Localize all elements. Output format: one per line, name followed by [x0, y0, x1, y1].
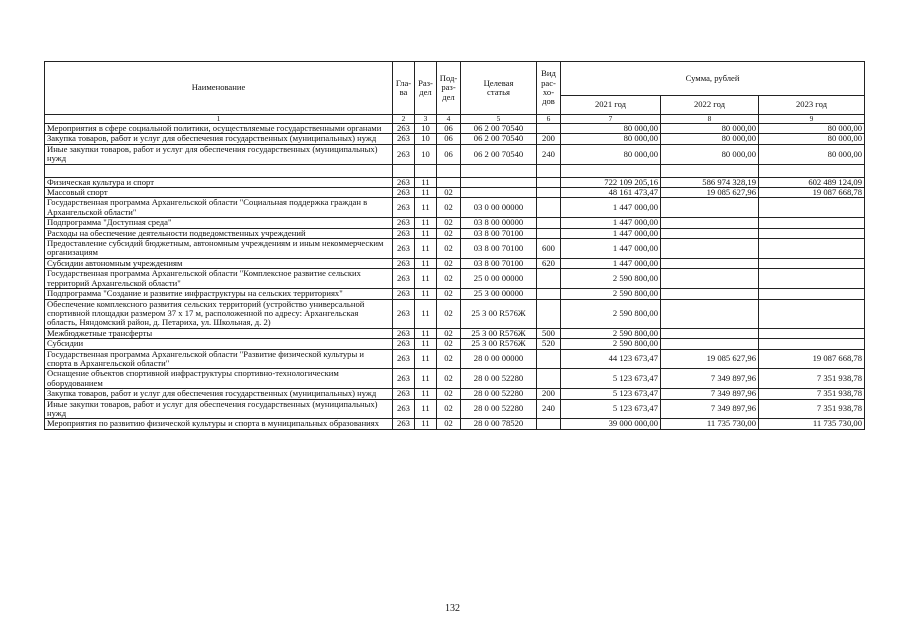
row-target-article: 28 0 00 52280 — [461, 389, 537, 399]
row-glava: 263 — [393, 269, 415, 289]
row-target-article: 03 0 00 00000 — [461, 198, 537, 218]
page-number: 132 — [445, 603, 460, 614]
row-name: Закупка товаров, работ и услуг для обеспечения государственных (муниципальных) нужд — [45, 389, 393, 399]
row-podrazdel: 06 — [437, 144, 461, 164]
row-razdel: 10 — [415, 144, 437, 164]
row-name — [45, 164, 393, 177]
row-podrazdel: 02 — [437, 299, 461, 328]
row-sum-2021: 722 109 205,16 — [561, 177, 661, 187]
row-sum-2022: 7 349 897,96 — [661, 399, 759, 419]
row-sum-2021: 80 000,00 — [561, 144, 661, 164]
column-number: 2 — [393, 115, 415, 124]
row-sum-2021: 80 000,00 — [561, 134, 661, 144]
table-row — [45, 188, 865, 198]
row-podrazdel: 02 — [437, 369, 461, 389]
row-name: Расходы на обеспечение деятельности подведомственных учреждений — [45, 228, 393, 238]
row-name: Оснащение объектов спортивной инфраструктуры спортивно-технологическим оборудованием — [45, 369, 393, 389]
row-expense-type — [537, 369, 561, 389]
row-razdel: 11 — [415, 228, 437, 238]
row-glava: 263 — [393, 177, 415, 187]
row-sum-2022 — [661, 239, 759, 259]
row-sum-2022 — [661, 269, 759, 289]
row-target-article: 03 8 00 70100 — [461, 239, 537, 259]
row-expense-type: 240 — [537, 144, 561, 164]
row-sum-2023 — [759, 239, 865, 259]
table-row — [45, 239, 865, 259]
row-sum-2021: 2 590 800,00 — [561, 269, 661, 289]
row-name: Предоставление субсидий бюджетным, автономным учреждениям и иным некоммерческим организациям — [45, 239, 393, 259]
row-target-article: 06 2 00 70540 — [461, 144, 537, 164]
row-glava: 263 — [393, 144, 415, 164]
row-glava: 263 — [393, 258, 415, 268]
row-sum-2021: 2 590 800,00 — [561, 299, 661, 328]
row-sum-2021: 1 447 000,00 — [561, 198, 661, 218]
row-target-article — [461, 177, 537, 187]
table-body — [45, 124, 865, 430]
row-glava: 263 — [393, 239, 415, 259]
table-row — [45, 134, 865, 144]
row-glava: 263 — [393, 124, 415, 134]
table-row — [45, 258, 865, 268]
row-target-article: 28 0 00 52280 — [461, 369, 537, 389]
row-sum-2023 — [759, 228, 865, 238]
row-expense-type — [537, 228, 561, 238]
row-razdel: 11 — [415, 369, 437, 389]
row-expense-type — [537, 177, 561, 187]
table-row — [45, 228, 865, 238]
row-sum-2023 — [759, 258, 865, 268]
row-podrazdel: 02 — [437, 258, 461, 268]
row-razdel: 10 — [415, 134, 437, 144]
row-target-article: 25 3 00 R576Ж — [461, 299, 537, 328]
row-name: Иные закупки товаров, работ и услуг для обеспечения государственных (муниципальных) нужд — [45, 144, 393, 164]
table-row — [45, 419, 865, 429]
row-razdel: 11 — [415, 339, 437, 349]
row-razdel: 11 — [415, 289, 437, 299]
row-glava: 263 — [393, 369, 415, 389]
row-name: Мероприятия по развитию физической культуры и спорта в муниципальных образованиях — [45, 419, 393, 429]
row-sum-2021: 1 447 000,00 — [561, 228, 661, 238]
row-podrazdel: 02 — [437, 289, 461, 299]
column-numbers-row — [45, 115, 865, 124]
row-razdel: 11 — [415, 299, 437, 328]
row-sum-2023: 80 000,00 — [759, 124, 865, 134]
row-sum-2022 — [661, 218, 759, 228]
row-sum-2023: 19 087 668,78 — [759, 188, 865, 198]
row-glava — [393, 164, 415, 177]
budget-table-container — [44, 61, 864, 430]
table-header — [45, 62, 865, 124]
row-glava: 263 — [393, 218, 415, 228]
row-sum-2022 — [661, 299, 759, 328]
row-name: Межбюджетные трансферты — [45, 328, 393, 338]
header-statya: Целевая статья — [461, 62, 537, 115]
row-razdel — [415, 164, 437, 177]
table-row — [45, 269, 865, 289]
header-year-2021: 2021 год — [561, 96, 661, 115]
row-razdel: 11 — [415, 389, 437, 399]
row-target-article: 28 0 00 52280 — [461, 399, 537, 419]
row-razdel: 11 — [415, 399, 437, 419]
row-podrazdel: 06 — [437, 134, 461, 144]
row-name: Государственная программа Архангельской области "Комплексное развитие сельских территорий Архангельской области" — [45, 269, 393, 289]
row-sum-2023: 7 351 938,78 — [759, 369, 865, 389]
table-row — [45, 164, 865, 177]
row-name: Подпрограмма "Создание и развитие инфраструктуры на сельских территориях" — [45, 289, 393, 299]
table-row — [45, 328, 865, 338]
table-row — [45, 124, 865, 134]
row-target-article: 28 0 00 78520 — [461, 419, 537, 429]
row-glava: 263 — [393, 198, 415, 218]
row-expense-type — [537, 419, 561, 429]
row-podrazdel: 02 — [437, 389, 461, 399]
row-expense-type — [537, 124, 561, 134]
row-name: Субсидии автономным учреждениям — [45, 258, 393, 268]
row-sum-2023: 7 351 938,78 — [759, 399, 865, 419]
row-sum-2022 — [661, 328, 759, 338]
row-glava: 263 — [393, 339, 415, 349]
row-target-article: 03 8 00 70100 — [461, 228, 537, 238]
row-razdel: 11 — [415, 198, 437, 218]
row-sum-2021: 5 123 673,47 — [561, 389, 661, 399]
row-expense-type: 520 — [537, 339, 561, 349]
row-sum-2022: 80 000,00 — [661, 134, 759, 144]
table-row — [45, 299, 865, 328]
row-target-article: 25 3 00 00000 — [461, 289, 537, 299]
row-name: Мероприятия в сфере социальной политики, осуществляемые государственными органами — [45, 124, 393, 134]
column-number: 7 — [561, 115, 661, 124]
row-razdel: 11 — [415, 239, 437, 259]
row-sum-2022 — [661, 164, 759, 177]
row-name: Подпрограмма "Доступная среда" — [45, 218, 393, 228]
header-podrazdel: Под- раз- дел — [437, 62, 461, 115]
row-expense-type — [537, 188, 561, 198]
row-glava: 263 — [393, 299, 415, 328]
table-row — [45, 369, 865, 389]
row-sum-2022: 80 000,00 — [661, 124, 759, 134]
row-sum-2022 — [661, 228, 759, 238]
row-sum-2023 — [759, 164, 865, 177]
row-sum-2022: 19 085 627,96 — [661, 349, 759, 369]
row-sum-2022 — [661, 198, 759, 218]
row-glava: 263 — [393, 188, 415, 198]
row-podrazdel: 02 — [437, 399, 461, 419]
column-number: 1 — [45, 115, 393, 124]
row-razdel: 11 — [415, 188, 437, 198]
row-sum-2021: 39 000 000,00 — [561, 419, 661, 429]
row-glava: 263 — [393, 228, 415, 238]
row-razdel: 11 — [415, 419, 437, 429]
row-podrazdel: 02 — [437, 349, 461, 369]
row-expense-type — [537, 289, 561, 299]
row-sum-2023 — [759, 339, 865, 349]
row-glava: 263 — [393, 328, 415, 338]
row-glava: 263 — [393, 419, 415, 429]
header-name: Наименование — [45, 62, 393, 115]
row-expense-type: 200 — [537, 134, 561, 144]
row-name: Государственная программа Архангельской области "Развитие физической культуры и спорта в Архангельской области" — [45, 349, 393, 369]
row-sum-2021: 80 000,00 — [561, 124, 661, 134]
row-podrazdel: 02 — [437, 239, 461, 259]
row-sum-2022: 80 000,00 — [661, 144, 759, 164]
row-name: Массовый спорт — [45, 188, 393, 198]
row-sum-2021: 5 123 673,47 — [561, 369, 661, 389]
row-podrazdel — [437, 177, 461, 187]
header-razdel: Раз- дел — [415, 62, 437, 115]
row-sum-2023: 19 087 668,78 — [759, 349, 865, 369]
row-podrazdel: 02 — [437, 218, 461, 228]
table-row — [45, 349, 865, 369]
row-name: Обеспечение комплексного развития сельских территорий (устройство универсальной спортивной площадки размером 37 х 17 м, расположенной по адресу: Архангельская область, Няндомский район, д. Петариха, ул. Школьная, д. 2) — [45, 299, 393, 328]
header-summa: Сумма, рублей — [561, 62, 865, 96]
row-sum-2021: 1 447 000,00 — [561, 258, 661, 268]
row-glava: 263 — [393, 289, 415, 299]
row-name: Физическая культура и спорт — [45, 177, 393, 187]
row-target-article: 06 2 00 70540 — [461, 124, 537, 134]
row-sum-2023 — [759, 269, 865, 289]
row-podrazdel: 02 — [437, 269, 461, 289]
row-sum-2023 — [759, 218, 865, 228]
row-podrazdel: 02 — [437, 328, 461, 338]
row-sum-2023 — [759, 198, 865, 218]
row-target-article — [461, 188, 537, 198]
header-year-2022: 2022 год — [661, 96, 759, 115]
row-sum-2021: 1 447 000,00 — [561, 239, 661, 259]
table-row — [45, 339, 865, 349]
row-razdel: 11 — [415, 218, 437, 228]
row-target-article: 25 3 00 R576Ж — [461, 339, 537, 349]
row-sum-2021 — [561, 164, 661, 177]
row-expense-type: 600 — [537, 239, 561, 259]
row-expense-type: 200 — [537, 389, 561, 399]
row-expense-type — [537, 164, 561, 177]
row-sum-2021: 48 161 473,47 — [561, 188, 661, 198]
table-row — [45, 389, 865, 399]
row-sum-2023 — [759, 299, 865, 328]
row-sum-2023: 7 351 938,78 — [759, 389, 865, 399]
row-glava: 263 — [393, 399, 415, 419]
column-number: 6 — [537, 115, 561, 124]
row-expense-type — [537, 299, 561, 328]
column-number: 4 — [437, 115, 461, 124]
column-number: 8 — [661, 115, 759, 124]
row-sum-2023 — [759, 328, 865, 338]
table-row — [45, 399, 865, 419]
header-year-2023: 2023 год — [759, 96, 865, 115]
row-target-article: 28 0 00 00000 — [461, 349, 537, 369]
row-podrazdel: 02 — [437, 188, 461, 198]
row-sum-2021: 5 123 673,47 — [561, 399, 661, 419]
row-name: Субсидии — [45, 339, 393, 349]
row-podrazdel: 02 — [437, 419, 461, 429]
table-row — [45, 198, 865, 218]
row-razdel: 11 — [415, 258, 437, 268]
row-razdel: 11 — [415, 349, 437, 369]
row-sum-2022: 586 974 328,19 — [661, 177, 759, 187]
row-sum-2021: 2 590 800,00 — [561, 339, 661, 349]
table-row — [45, 177, 865, 187]
row-sum-2023 — [759, 289, 865, 299]
row-target-article: 06 2 00 70540 — [461, 134, 537, 144]
row-razdel: 10 — [415, 124, 437, 134]
row-expense-type: 240 — [537, 399, 561, 419]
column-number: 5 — [461, 115, 537, 124]
row-sum-2022: 19 085 627,96 — [661, 188, 759, 198]
row-podrazdel — [437, 164, 461, 177]
row-sum-2021: 2 590 800,00 — [561, 289, 661, 299]
row-name: Закупка товаров, работ и услуг для обеспечения государственных (муниципальных) нужд — [45, 134, 393, 144]
row-expense-type — [537, 198, 561, 218]
row-glava: 263 — [393, 389, 415, 399]
row-glava: 263 — [393, 349, 415, 369]
row-sum-2022: 7 349 897,96 — [661, 389, 759, 399]
row-target-article: 03 8 00 00000 — [461, 218, 537, 228]
row-podrazdel: 06 — [437, 124, 461, 134]
row-razdel: 11 — [415, 269, 437, 289]
row-glava: 263 — [393, 134, 415, 144]
row-sum-2022 — [661, 339, 759, 349]
row-expense-type — [537, 349, 561, 369]
row-name: Государственная программа Архангельской области "Социальная поддержка граждан в Архангельской области" — [45, 198, 393, 218]
row-razdel: 11 — [415, 177, 437, 187]
header-vid: Вид рас- хо- дов — [537, 62, 561, 115]
column-number: 3 — [415, 115, 437, 124]
row-sum-2021: 1 447 000,00 — [561, 218, 661, 228]
row-expense-type: 500 — [537, 328, 561, 338]
row-sum-2022: 7 349 897,96 — [661, 369, 759, 389]
row-target-article: 25 3 00 R576Ж — [461, 328, 537, 338]
row-razdel: 11 — [415, 328, 437, 338]
column-number: 9 — [759, 115, 865, 124]
row-target-article: 25 0 00 00000 — [461, 269, 537, 289]
row-podrazdel: 02 — [437, 339, 461, 349]
row-podrazdel: 02 — [437, 198, 461, 218]
row-podrazdel: 02 — [437, 228, 461, 238]
row-target-article — [461, 164, 537, 177]
row-sum-2023: 11 735 730,00 — [759, 419, 865, 429]
row-name: Иные закупки товаров, работ и услуг для обеспечения государственных (муниципальных) нужд — [45, 399, 393, 419]
header-glava: Гла- ва — [393, 62, 415, 115]
row-expense-type — [537, 269, 561, 289]
row-sum-2023: 80 000,00 — [759, 134, 865, 144]
row-target-article: 03 8 00 70100 — [461, 258, 537, 268]
row-sum-2021: 2 590 800,00 — [561, 328, 661, 338]
budget-table — [44, 61, 865, 430]
row-expense-type: 620 — [537, 258, 561, 268]
row-sum-2022 — [661, 289, 759, 299]
row-sum-2023: 602 489 124,09 — [759, 177, 865, 187]
row-expense-type — [537, 218, 561, 228]
table-row — [45, 144, 865, 164]
row-sum-2022: 11 735 730,00 — [661, 419, 759, 429]
row-sum-2021: 44 123 673,47 — [561, 349, 661, 369]
row-sum-2023: 80 000,00 — [759, 144, 865, 164]
row-sum-2022 — [661, 258, 759, 268]
table-row — [45, 218, 865, 228]
table-row — [45, 289, 865, 299]
